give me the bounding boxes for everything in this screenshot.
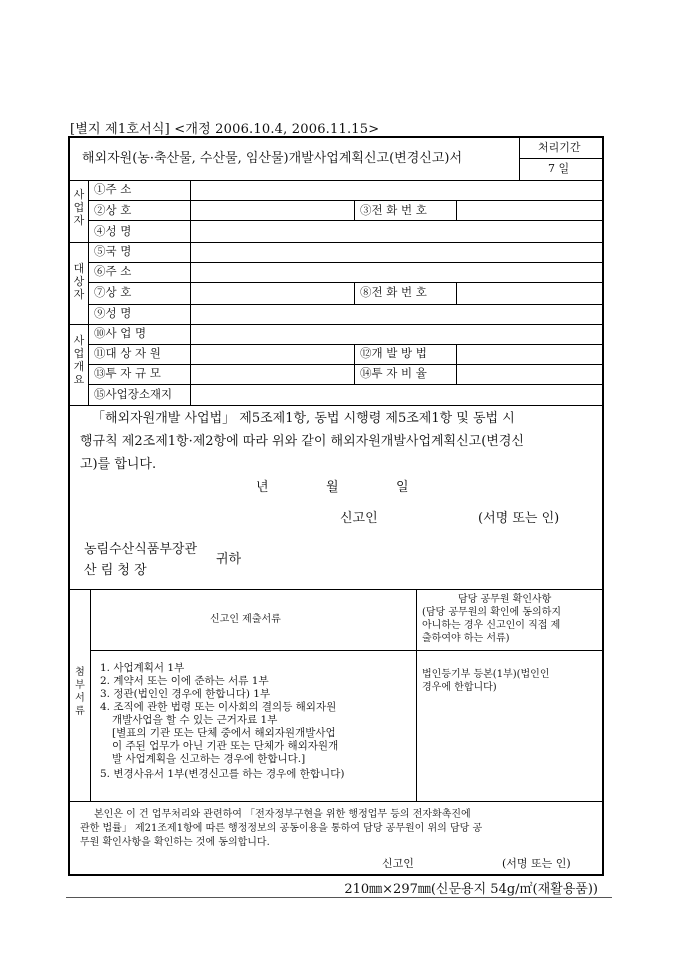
field-phone: ③전 화 번 호	[360, 203, 427, 217]
declaration-line-3: 고)를 합니다.	[80, 457, 157, 472]
field-target-phone: ⑧전 화 번 호	[360, 285, 427, 299]
attachment-item: 2. 계약서 또는 이에 준하는 서류 1부	[100, 675, 269, 687]
field-site-location: ⑮사업장소재지	[94, 387, 173, 401]
attachment-item: 3. 정관(법인인 경우에 한합니다) 1부	[100, 688, 271, 700]
consent-line-2: 관한 법률」 제21조제1항에 따른 행정정보의 공동이용을 통하여 담당 공무원이 위의 담당 공	[80, 823, 483, 834]
date-year: 년	[256, 480, 269, 495]
signature-hint: (서명 또는 인)	[478, 511, 560, 526]
field-address: ①주 소	[94, 182, 132, 196]
field-project-name: ⑩사 업 명	[94, 326, 147, 340]
recipient-ministry: 농림수산식품부장관	[84, 542, 198, 557]
consent-line-1: 본인은 이 건 업무처리와 관련하여 「전자정부구현을 위한 행정업무 등의 전자화촉진에	[94, 809, 471, 820]
field-target-company: ⑦상 호	[94, 285, 132, 299]
declarant-label: 신고인	[340, 511, 378, 526]
officer-check-item-2: 경우에 한합니다)	[422, 682, 497, 693]
officer-check-note-1: (담당 공무원의 확인에 동의하지	[422, 607, 562, 618]
recipient-forest-service: 산 림 청 장	[84, 563, 147, 578]
field-dev-method: ⑫개 발 방 법	[360, 346, 427, 360]
officer-check-header: 담당 공무원 확인사항	[458, 594, 552, 605]
field-company: ②상 호	[94, 203, 132, 217]
bottom-rule	[66, 897, 612, 898]
consent-declarant-label: 신고인	[382, 857, 414, 870]
field-investment-scale: ⑬투 자 규 모	[94, 366, 161, 380]
attachment-item: 발 사업계획을 신고하는 경우에 한합니다.]	[112, 753, 306, 765]
officer-check-item-1: 법인등기부 등본(1부)(법인인	[422, 669, 550, 680]
attachment-item: 이 주된 업무가 아닌 기관 또는 단체가 해외자원개	[112, 740, 339, 752]
processing-period-label: 처리기간	[538, 141, 581, 154]
field-name: ④성 명	[94, 224, 132, 238]
declaration-line-2: 행규칙 제2조제1항·제2항에 따라 위와 같이 해외자원개발사업계획신고(변경신	[80, 434, 524, 449]
consent-signature-hint: (서명 또는 인)	[502, 857, 571, 870]
field-target-name: ⑨성 명	[94, 306, 132, 320]
attachment-item: 4. 조직에 관한 법령 또는 이사회의 결의등 해외자원	[100, 701, 337, 713]
consent-line-3: 무원 확인사항을 확인하는 것에 동의합니다.	[80, 837, 270, 848]
declaration-line-1: 「해외자원개발 사업법」 제5조제1항, 동법 시행령 제5조제1항 및 동법 시	[92, 411, 515, 426]
form-number-note: [별지 제1호서식] <개정 2006.10.4, 2006.11.15>	[70, 122, 380, 137]
application-form	[68, 136, 604, 876]
paper-size-note: 210㎜×297㎜(신문용지 54g/㎡(재활용품))	[344, 882, 598, 897]
officer-check-note-3: 출하여야 하는 서류)	[422, 633, 510, 644]
date-month: 월	[326, 480, 339, 495]
officer-check-note-2: 아니하는 경우 신고인이 직접 제	[422, 620, 561, 631]
field-target-resource: ⑪대 상 자 원	[94, 346, 161, 360]
attachment-item: 1. 사업계획서 1부	[100, 662, 185, 674]
field-target-address: ⑥주 소	[94, 264, 132, 278]
attachment-item: 개발사업을 할 수 있는 근거자료 1부	[112, 714, 278, 726]
section-applicant: 사업자	[73, 188, 85, 227]
section-target: 대상자	[73, 262, 85, 301]
processing-period-value: 7 일	[548, 162, 570, 175]
attachment-item: [별표의 기관 또는 단체 중에서 해외자원개발사업	[112, 727, 336, 739]
field-investment-ratio: ⑭투 자 비 율	[360, 366, 427, 380]
attachment-item: 5. 변경사유서 1부(변경신고를 하는 경우에 한합니다)	[100, 768, 345, 780]
date-day: 일	[396, 480, 409, 495]
declarant-documents-header: 신고인 제출서류	[210, 614, 281, 625]
form-title: 해외자원(농·축산물, 수산물, 임산물)개발사업계획신고(변경신고)서	[82, 151, 463, 166]
attachments-side-label: 첨부서류	[75, 667, 85, 717]
field-country: ⑤국 명	[94, 244, 132, 258]
section-project: 사업개요	[73, 334, 85, 386]
honorific: 귀하	[216, 552, 242, 567]
